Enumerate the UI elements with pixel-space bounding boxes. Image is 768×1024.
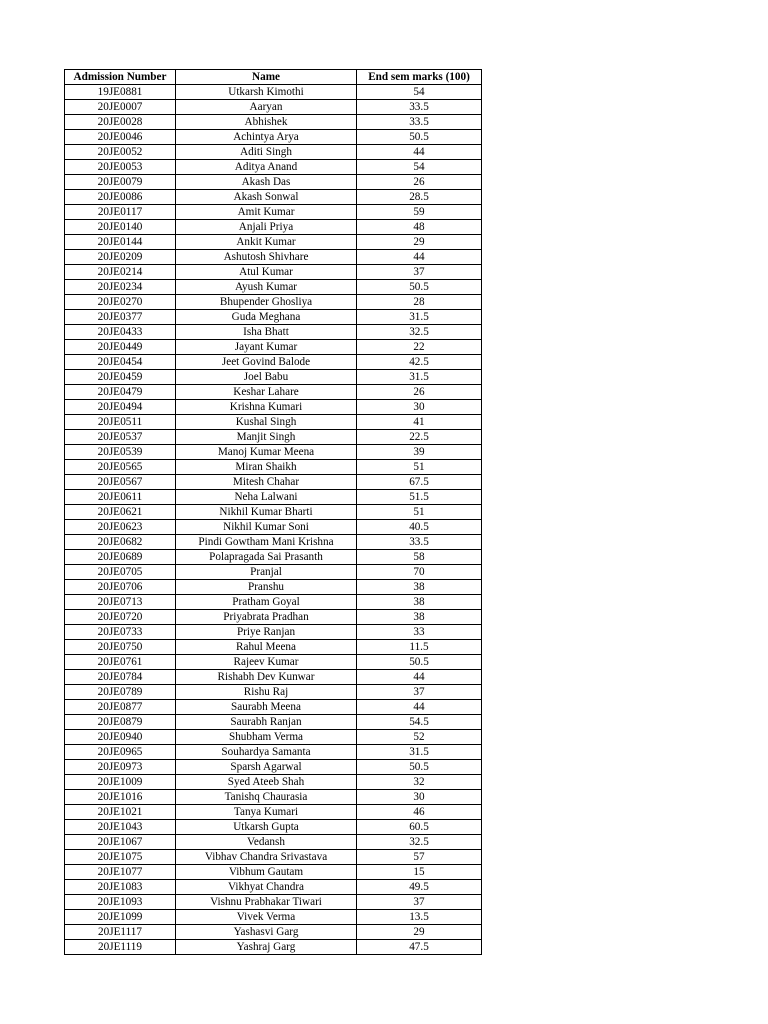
admission-number-cell: 20JE1099 (65, 910, 176, 925)
marks-cell: 33 (357, 625, 482, 640)
table-row (65, 805, 482, 820)
name-cell: Akash Sonwal (176, 190, 357, 205)
marks-cell: 31.5 (357, 310, 482, 325)
admission-number-cell: 20JE0761 (65, 655, 176, 670)
name-cell: Atul Kumar (176, 265, 357, 280)
admission-number-cell: 20JE0086 (65, 190, 176, 205)
admission-number-cell: 20JE0079 (65, 175, 176, 190)
admission-number-cell: 20JE0713 (65, 595, 176, 610)
marks-cell: 26 (357, 385, 482, 400)
marks-cell: 32.5 (357, 835, 482, 850)
table-row (65, 625, 482, 640)
name-cell: Pratham Goyal (176, 595, 357, 610)
name-cell: Achintya Arya (176, 130, 357, 145)
marks-cell: 50.5 (357, 760, 482, 775)
admission-number-cell: 20JE0623 (65, 520, 176, 535)
table-row (65, 385, 482, 400)
table-row (65, 295, 482, 310)
header-admission-number: Admission Number (65, 70, 176, 85)
admission-number-cell: 20JE1119 (65, 940, 176, 955)
name-cell: Saurabh Ranjan (176, 715, 357, 730)
name-cell: Rajeev Kumar (176, 655, 357, 670)
table-body (65, 85, 482, 955)
name-cell: Ayush Kumar (176, 280, 357, 295)
table-row (65, 250, 482, 265)
table-row (65, 835, 482, 850)
table-row (65, 565, 482, 580)
admission-number-cell: 20JE0973 (65, 760, 176, 775)
admission-number-cell: 20JE0270 (65, 295, 176, 310)
name-cell: Utkarsh Gupta (176, 820, 357, 835)
admission-number-cell: 20JE0479 (65, 385, 176, 400)
marks-cell: 30 (357, 790, 482, 805)
table-row (65, 580, 482, 595)
name-cell: Priyabrata Pradhan (176, 610, 357, 625)
name-cell: Vibhav Chandra Srivastava (176, 850, 357, 865)
table-row (65, 325, 482, 340)
admission-number-cell: 19JE0881 (65, 85, 176, 100)
marks-cell: 50.5 (357, 130, 482, 145)
admission-number-cell: 20JE0144 (65, 235, 176, 250)
admission-number-cell: 20JE0052 (65, 145, 176, 160)
admission-number-cell: 20JE0459 (65, 370, 176, 385)
admission-number-cell: 20JE1009 (65, 775, 176, 790)
marks-cell: 22 (357, 340, 482, 355)
admission-number-cell: 20JE0621 (65, 505, 176, 520)
table-row (65, 100, 482, 115)
marks-cell: 67.5 (357, 475, 482, 490)
name-cell: Ashutosh Shivhare (176, 250, 357, 265)
name-cell: Jayant Kumar (176, 340, 357, 355)
marks-cell: 33.5 (357, 100, 482, 115)
marks-cell: 42.5 (357, 355, 482, 370)
admission-number-cell: 20JE0720 (65, 610, 176, 625)
name-cell: Rishabh Dev Kunwar (176, 670, 357, 685)
name-cell: Vivek Verma (176, 910, 357, 925)
admission-number-cell: 20JE1021 (65, 805, 176, 820)
marks-cell: 47.5 (357, 940, 482, 955)
table-row (65, 400, 482, 415)
admission-number-cell: 20JE0789 (65, 685, 176, 700)
marks-cell: 51 (357, 505, 482, 520)
name-cell: Ankit Kumar (176, 235, 357, 250)
marks-cell: 11.5 (357, 640, 482, 655)
table-row (65, 685, 482, 700)
marks-cell: 54 (357, 85, 482, 100)
name-cell: Vedansh (176, 835, 357, 850)
name-cell: Aaryan (176, 100, 357, 115)
table-row (65, 145, 482, 160)
marks-cell: 40.5 (357, 520, 482, 535)
table-row (65, 490, 482, 505)
name-cell: Nikhil Kumar Soni (176, 520, 357, 535)
name-cell: Tanishq Chaurasia (176, 790, 357, 805)
table-row (65, 460, 482, 475)
name-cell: Manoj Kumar Meena (176, 445, 357, 460)
table-row (65, 220, 482, 235)
table-row (65, 415, 482, 430)
name-cell: Yashasvi Garg (176, 925, 357, 940)
name-cell: Miran Shaikh (176, 460, 357, 475)
admission-number-cell: 20JE0234 (65, 280, 176, 295)
table-row (65, 550, 482, 565)
table-row (65, 595, 482, 610)
table-row (65, 370, 482, 385)
marks-cell: 15 (357, 865, 482, 880)
table-row (65, 670, 482, 685)
admission-number-cell: 20JE0007 (65, 100, 176, 115)
marks-cell: 41 (357, 415, 482, 430)
admission-number-cell: 20JE1016 (65, 790, 176, 805)
table-row (65, 850, 482, 865)
marks-cell: 30 (357, 400, 482, 415)
admission-number-cell: 20JE0537 (65, 430, 176, 445)
header-name: Name (176, 70, 357, 85)
admission-number-cell: 20JE0877 (65, 700, 176, 715)
marks-cell: 51 (357, 460, 482, 475)
table-row (65, 85, 482, 100)
marks-cell: 58 (357, 550, 482, 565)
marks-cell: 52 (357, 730, 482, 745)
table-row (65, 895, 482, 910)
marks-cell: 50.5 (357, 655, 482, 670)
table-row (65, 535, 482, 550)
admission-number-cell: 20JE0567 (65, 475, 176, 490)
marks-cell: 31.5 (357, 745, 482, 760)
table-row (65, 760, 482, 775)
table-row (65, 505, 482, 520)
name-cell: Kushal Singh (176, 415, 357, 430)
name-cell: Utkarsh Kimothi (176, 85, 357, 100)
marks-cell: 31.5 (357, 370, 482, 385)
admission-number-cell: 20JE0454 (65, 355, 176, 370)
admission-number-cell: 20JE0140 (65, 220, 176, 235)
admission-number-cell: 20JE0611 (65, 490, 176, 505)
name-cell: Mitesh Chahar (176, 475, 357, 490)
table-row (65, 730, 482, 745)
marks-cell: 44 (357, 670, 482, 685)
name-cell: Syed Ateeb Shah (176, 775, 357, 790)
marks-cell: 29 (357, 235, 482, 250)
table-row (65, 640, 482, 655)
table-row (65, 820, 482, 835)
marks-cell: 28 (357, 295, 482, 310)
marks-cell: 32.5 (357, 325, 482, 340)
name-cell: Pindi Gowtham Mani Krishna (176, 535, 357, 550)
admission-number-cell: 20JE0565 (65, 460, 176, 475)
name-cell: Amit Kumar (176, 205, 357, 220)
marks-cell: 54 (357, 160, 482, 175)
name-cell: Bhupender Ghosliya (176, 295, 357, 310)
admission-number-cell: 20JE0539 (65, 445, 176, 460)
name-cell: Aditi Singh (176, 145, 357, 160)
marks-table (64, 69, 482, 955)
marks-cell: 60.5 (357, 820, 482, 835)
table-row (65, 130, 482, 145)
table-row (65, 865, 482, 880)
name-cell: Saurabh Meena (176, 700, 357, 715)
name-cell: Keshar Lahare (176, 385, 357, 400)
table-row (65, 910, 482, 925)
admission-number-cell: 20JE0053 (65, 160, 176, 175)
table-row (65, 160, 482, 175)
marks-cell: 48 (357, 220, 482, 235)
admission-number-cell: 20JE0940 (65, 730, 176, 745)
marks-cell: 39 (357, 445, 482, 460)
admission-number-cell: 20JE1067 (65, 835, 176, 850)
name-cell: Aditya Anand (176, 160, 357, 175)
table-row (65, 310, 482, 325)
marks-cell: 37 (357, 265, 482, 280)
table-row (65, 520, 482, 535)
admission-number-cell: 20JE0706 (65, 580, 176, 595)
table-row (65, 190, 482, 205)
admission-number-cell: 20JE0511 (65, 415, 176, 430)
table-row (65, 655, 482, 670)
admission-number-cell: 20JE1077 (65, 865, 176, 880)
admission-number-cell: 20JE0433 (65, 325, 176, 340)
admission-number-cell: 20JE0117 (65, 205, 176, 220)
name-cell: Akash Das (176, 175, 357, 190)
name-cell: Polapragada Sai Prasanth (176, 550, 357, 565)
table-row (65, 430, 482, 445)
name-cell: Tanya Kumari (176, 805, 357, 820)
marks-cell: 37 (357, 685, 482, 700)
name-cell: Rahul Meena (176, 640, 357, 655)
name-cell: Vibhum Gautam (176, 865, 357, 880)
table-row (65, 925, 482, 940)
admission-number-cell: 20JE1043 (65, 820, 176, 835)
admission-number-cell: 20JE0214 (65, 265, 176, 280)
admission-number-cell: 20JE0028 (65, 115, 176, 130)
name-cell: Manjit Singh (176, 430, 357, 445)
table-row (65, 790, 482, 805)
name-cell: Neha Lalwani (176, 490, 357, 505)
table-row (65, 745, 482, 760)
admission-number-cell: 20JE1075 (65, 850, 176, 865)
marks-cell: 32 (357, 775, 482, 790)
admission-number-cell: 20JE0449 (65, 340, 176, 355)
marks-cell: 70 (357, 565, 482, 580)
marks-cell: 57 (357, 850, 482, 865)
marks-cell: 28.5 (357, 190, 482, 205)
marks-cell: 38 (357, 610, 482, 625)
admission-number-cell: 20JE0733 (65, 625, 176, 640)
table-row (65, 700, 482, 715)
table-row (65, 775, 482, 790)
admission-number-cell: 20JE0750 (65, 640, 176, 655)
name-cell: Souhardya Samanta (176, 745, 357, 760)
table-row (65, 475, 482, 490)
admission-number-cell: 20JE0377 (65, 310, 176, 325)
name-cell: Anjali Priya (176, 220, 357, 235)
name-cell: Vishnu Prabhakar Tiwari (176, 895, 357, 910)
name-cell: Vikhyat Chandra (176, 880, 357, 895)
marks-cell: 38 (357, 580, 482, 595)
table-row (65, 940, 482, 955)
marks-cell: 59 (357, 205, 482, 220)
admission-number-cell: 20JE0494 (65, 400, 176, 415)
name-cell: Rishu Raj (176, 685, 357, 700)
name-cell: Sparsh Agarwal (176, 760, 357, 775)
marks-cell: 37 (357, 895, 482, 910)
name-cell: Pranjal (176, 565, 357, 580)
name-cell: Nikhil Kumar Bharti (176, 505, 357, 520)
header-end-sem-marks: End sem marks (100) (357, 70, 482, 85)
admission-number-cell: 20JE0784 (65, 670, 176, 685)
table-row (65, 265, 482, 280)
name-cell: Pranshu (176, 580, 357, 595)
table-row (65, 115, 482, 130)
marks-cell: 33.5 (357, 115, 482, 130)
marks-cell: 46 (357, 805, 482, 820)
name-cell: Krishna Kumari (176, 400, 357, 415)
name-cell: Shubham Verma (176, 730, 357, 745)
name-cell: Guda Meghana (176, 310, 357, 325)
admission-number-cell: 20JE0879 (65, 715, 176, 730)
name-cell: Joel Babu (176, 370, 357, 385)
marks-cell: 51.5 (357, 490, 482, 505)
table-row (65, 610, 482, 625)
table-row (65, 205, 482, 220)
marks-cell: 54.5 (357, 715, 482, 730)
name-cell: Jeet Govind Balode (176, 355, 357, 370)
header-row (65, 70, 482, 85)
admission-number-cell: 20JE1083 (65, 880, 176, 895)
table-row (65, 235, 482, 250)
marks-cell: 44 (357, 250, 482, 265)
name-cell: Isha Bhatt (176, 325, 357, 340)
admission-number-cell: 20JE0209 (65, 250, 176, 265)
marks-cell: 22.5 (357, 430, 482, 445)
admission-number-cell: 20JE0965 (65, 745, 176, 760)
marks-cell: 38 (357, 595, 482, 610)
admission-number-cell: 20JE0682 (65, 535, 176, 550)
admission-number-cell: 20JE1093 (65, 895, 176, 910)
name-cell: Abhishek (176, 115, 357, 130)
marks-cell: 33.5 (357, 535, 482, 550)
table-row (65, 280, 482, 295)
admission-number-cell: 20JE0046 (65, 130, 176, 145)
name-cell: Priye Ranjan (176, 625, 357, 640)
name-cell: Yashraj Garg (176, 940, 357, 955)
table-row (65, 340, 482, 355)
admission-number-cell: 20JE0705 (65, 565, 176, 580)
marks-cell: 13.5 (357, 910, 482, 925)
marks-cell: 44 (357, 145, 482, 160)
marks-cell: 50.5 (357, 280, 482, 295)
table-row (65, 355, 482, 370)
admission-number-cell: 20JE0689 (65, 550, 176, 565)
table-row (65, 175, 482, 190)
table-row (65, 880, 482, 895)
table-row (65, 445, 482, 460)
admission-number-cell: 20JE1117 (65, 925, 176, 940)
marks-cell: 49.5 (357, 880, 482, 895)
marks-cell: 44 (357, 700, 482, 715)
marks-cell: 29 (357, 925, 482, 940)
marks-cell: 26 (357, 175, 482, 190)
table-row (65, 715, 482, 730)
